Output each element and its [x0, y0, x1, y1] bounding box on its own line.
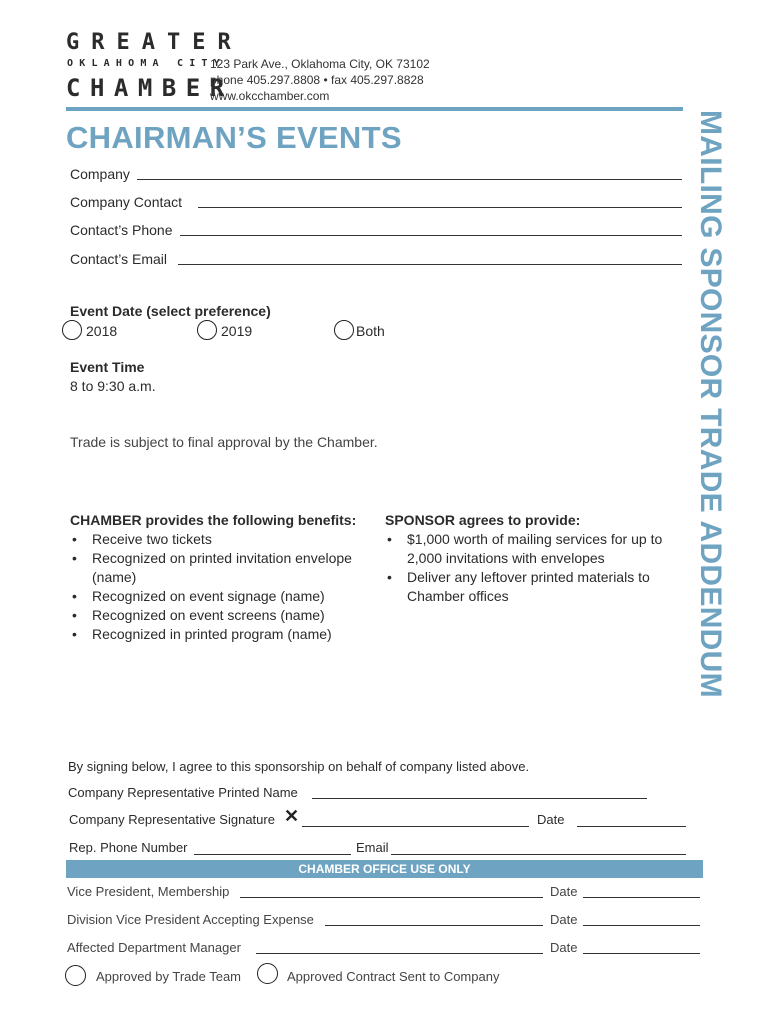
approved-trade-checkbox[interactable]	[65, 965, 86, 986]
sponsor-provides-heading: SPONSOR agrees to provide:	[385, 512, 581, 528]
address-web: www.okcchamber.com	[210, 89, 330, 103]
approved-trade-label: Approved by Trade Team	[96, 969, 242, 984]
header-rule	[66, 107, 683, 111]
address-block	[210, 56, 430, 104]
company-contact-field[interactable]	[198, 207, 682, 208]
chamber-benefits-list	[70, 530, 375, 644]
office-use-banner: CHAMBER OFFICE USE ONLY	[66, 860, 703, 878]
approved-contract-checkbox[interactable]	[257, 963, 278, 984]
logo-oklahoma-city: OKLAHOMA CITY	[67, 58, 226, 69]
rep-signature-field[interactable]	[302, 826, 529, 827]
address-street: 123 Park Ave., Oklahoma City, OK 73102	[210, 57, 430, 71]
contact-email-label: Contact’s Email	[70, 251, 168, 267]
company-contact-label: Company Contact	[70, 194, 183, 210]
company-label: Company	[70, 166, 130, 182]
radio-2018[interactable]	[62, 320, 82, 340]
dept-manager-field[interactable]	[256, 953, 543, 954]
sign-here-icon: ✕	[284, 806, 300, 826]
option-2019-label: 2019	[221, 323, 253, 339]
rep-signature-label: Company Representative Signature	[69, 812, 275, 827]
radio-2019[interactable]	[197, 320, 217, 340]
agreement-statement: By signing below, I agree to this sponsorship on behalf of company listed above.	[68, 759, 530, 774]
logo-chamber: CHAMBER	[66, 74, 234, 102]
rep-email-field[interactable]	[391, 854, 686, 855]
contact-phone-label: Contact’s Phone	[70, 222, 173, 238]
event-time-heading: Event Time	[70, 359, 145, 375]
division-vp-date-label: Date	[550, 912, 578, 927]
list-item: • Recognized on printed invitation envelope (name)	[70, 549, 375, 587]
rep-phone-label: Rep. Phone Number	[69, 840, 188, 855]
dept-manager-date-field[interactable]	[583, 953, 700, 954]
rep-phone-field[interactable]	[194, 854, 351, 855]
radio-both[interactable]	[334, 320, 354, 340]
trade-approval-note: Trade is subject to final approval by the Chamber.	[70, 434, 378, 450]
vp-membership-field[interactable]	[240, 897, 543, 898]
chamber-benefits	[70, 511, 375, 644]
list-item: • Recognized in printed program (name)	[70, 625, 375, 644]
option-2018-label: 2018	[86, 323, 118, 339]
signature-date-label: Date	[537, 812, 565, 827]
logo-greater: GREATER	[66, 30, 243, 55]
contact-phone-field[interactable]	[180, 235, 682, 236]
event-time-value: 8 to 9:30 a.m.	[70, 378, 156, 394]
list-item: • $1,000 worth of mailing services for up to 2,000 invitations with envelopes	[385, 530, 685, 568]
list-item: • Deliver any leftover printed materials to Chamber offices	[385, 568, 685, 606]
rep-email-label: Email	[356, 840, 389, 855]
page-title: CHAIRMAN’S EVENTS	[66, 120, 402, 155]
chamber-benefits-heading: CHAMBER provides the following benefits:	[70, 512, 357, 528]
dept-manager-date-label: Date	[550, 940, 578, 955]
side-title: MAILING SPONSOR TRADE ADDENDUM	[694, 110, 727, 698]
contact-email-field[interactable]	[178, 264, 682, 265]
division-vp-field[interactable]	[325, 925, 543, 926]
division-vp-label: Division Vice President Accepting Expense	[67, 912, 314, 927]
dept-manager-label: Affected Department Manager	[67, 940, 241, 955]
option-both-label: Both	[356, 323, 385, 339]
rep-name-label: Company Representative Printed Name	[68, 785, 298, 800]
approved-contract-label: Approved Contract Sent to Company	[287, 969, 500, 984]
list-item: • Recognized on event signage (name)	[70, 587, 375, 606]
vp-membership-date-label: Date	[550, 884, 578, 899]
division-vp-date-field[interactable]	[583, 925, 700, 926]
sponsor-provides	[385, 511, 685, 606]
vp-membership-date-field[interactable]	[583, 897, 700, 898]
list-item: • Recognized on event screens (name)	[70, 606, 375, 625]
company-field[interactable]	[137, 179, 682, 180]
vp-membership-label: Vice President, Membership	[67, 884, 230, 899]
rep-name-field[interactable]	[312, 798, 647, 799]
address-phone-fax: phone 405.297.8808 • fax 405.297.8828	[210, 73, 424, 87]
list-item: • Receive two tickets	[70, 530, 375, 549]
event-date-heading: Event Date (select preference)	[70, 303, 271, 319]
signature-date-field[interactable]	[577, 826, 686, 827]
sponsor-provides-list	[385, 530, 685, 606]
